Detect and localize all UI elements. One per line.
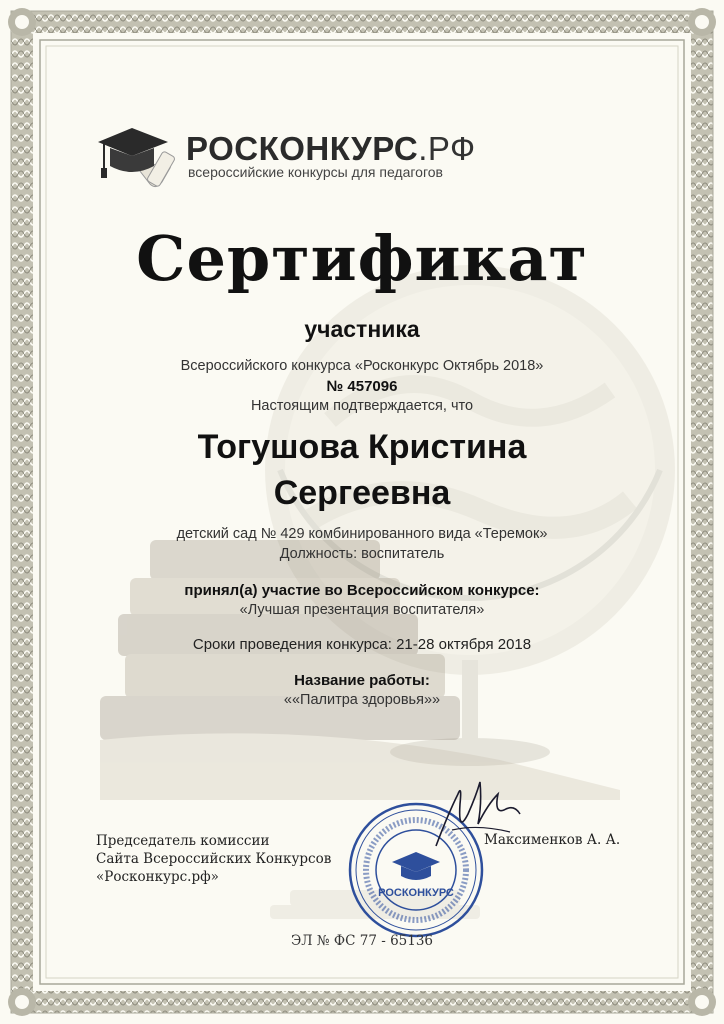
position: Должность: воспитатель	[279, 546, 445, 562]
logo-title: РОСКОНКУРС.РФ	[186, 130, 476, 167]
contest-line: Всероссийского конкурса «Росконкурс Октябрь 2018»	[180, 358, 544, 374]
stamp-center-text: РОСКОНКУРС	[378, 887, 454, 899]
chair-title	[96, 832, 331, 886]
certificate-number: № 457096	[326, 378, 398, 395]
participation-statement: принял(а) участие во Всероссийском конкурсе:	[184, 582, 540, 599]
registration-number: ЭЛ № ФС 77 - 65136	[290, 933, 434, 949]
graduation-cap-icon	[94, 124, 180, 190]
organization: детский сад № 429 комбинированного вида «Теремок»	[176, 526, 548, 542]
certificate-title: Сертификат	[136, 222, 588, 295]
signer-name: Максименков А. А.	[484, 832, 621, 848]
chair-line: Председатель комиссии	[96, 833, 270, 849]
work-title-label: Название работы:	[294, 672, 430, 689]
certificate-subtitle: участника	[304, 316, 420, 342]
logo-tagline: всероссийские конкурсы для педагогов	[188, 164, 443, 180]
chair-line: «Росконкурс.рф»	[96, 869, 219, 885]
contest-dates: Сроки проведения конкурса: 21-28 октября 2018	[192, 636, 532, 653]
roskonkurs-logo	[94, 124, 494, 194]
chair-line: Сайта Всероссийских Конкурсов	[96, 851, 332, 867]
work-title: ««Палитра здоровья»»	[283, 692, 441, 708]
nomination: «Лучшая презентация воспитателя»	[239, 602, 485, 618]
recipient-name-line1: Тогушова Кристина	[197, 428, 527, 466]
recipient-name-line2: Сергеевна	[273, 474, 451, 512]
confirm-line: Настоящим подтверждается, что	[250, 398, 474, 414]
